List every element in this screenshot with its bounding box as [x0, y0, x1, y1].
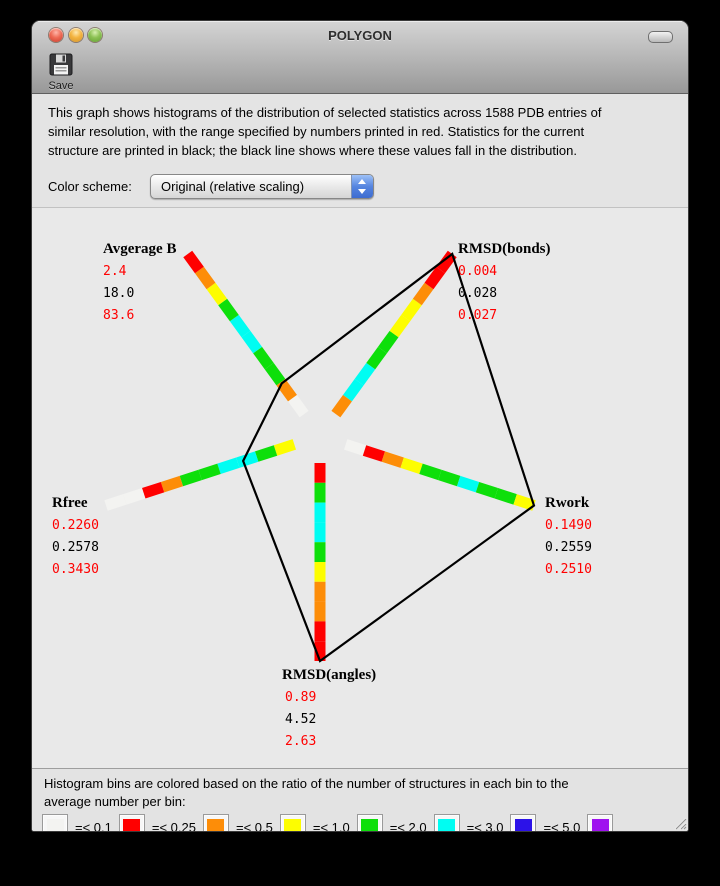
legend-bin-label: =< 2.0 — [389, 819, 427, 831]
histogram-bin — [346, 444, 365, 450]
histogram-bin — [402, 463, 421, 469]
axis-current-value: 0.2578 — [52, 540, 99, 555]
histogram-bin — [359, 366, 371, 382]
polygon-plot — [32, 208, 688, 768]
histogram-axis-avgerage-b — [188, 254, 304, 414]
axis-label: Rwork — [545, 495, 590, 511]
legend-swatch-purple — [587, 814, 613, 831]
axis-label: Avgerage B — [103, 241, 177, 257]
histogram-bin — [371, 350, 383, 366]
histogram-bin — [292, 398, 304, 414]
axis-label: RMSD(bonds) — [458, 241, 551, 257]
histogram-bin — [459, 481, 478, 487]
color-scheme-label: Color scheme: — [48, 179, 132, 194]
histogram-bin — [394, 318, 406, 334]
axis-max-value: 83.6 — [103, 308, 135, 323]
intro-text: This graph shows histograms of the distribution of selected statistics across 1588 PDB entries of similar resolution, with the range specified by numbers printed in red. Statistics for the current structure are printed in black; the black line shows where these values fall in the distribution. — [48, 105, 602, 158]
legend-swatch-white — [42, 814, 68, 831]
window-title: POLYGON — [328, 28, 392, 43]
histogram-bin — [348, 382, 360, 398]
legend-text: Histogram bins are colored based on the ratio of the number of structures in each bin to the average number per bin: — [44, 776, 569, 809]
histogram-bin — [275, 444, 294, 450]
histogram-bin — [188, 254, 200, 270]
histogram-bin — [219, 463, 238, 469]
axis-max-value: 0.027 — [458, 308, 498, 323]
legend-bin-label: =< 1.0 — [312, 819, 350, 831]
legend-bin-label: =< 0.5 — [235, 819, 273, 831]
axis-current-value: 4.52 — [285, 712, 317, 727]
axis-label: Rfree — [52, 495, 88, 511]
axis-min-value: 0.2260 — [52, 518, 99, 533]
axis-label: RMSD(angles) — [282, 667, 377, 683]
window-chrome — [32, 21, 688, 94]
histogram-bin — [234, 318, 246, 334]
color-scheme-selected-value: Original (relative scaling) — [161, 179, 305, 194]
histogram-bin — [246, 334, 258, 350]
histogram-bin — [281, 382, 293, 398]
histogram-bin — [477, 487, 496, 493]
histogram-axis-rfree — [106, 444, 294, 505]
histogram-bin — [211, 286, 223, 302]
histogram-bin — [199, 270, 211, 286]
legend-panel — [32, 768, 688, 831]
histogram-bin — [106, 499, 125, 505]
histogram-bin — [496, 493, 515, 499]
axis-max-value: 0.2510 — [545, 562, 592, 577]
histogram-bin — [336, 398, 348, 414]
histogram-bin — [429, 270, 441, 286]
legend-swatch-blue — [510, 814, 536, 831]
axis-min-value: 2.4 — [103, 264, 127, 279]
histogram-bin — [257, 450, 276, 456]
legend-swatch-cyan — [434, 814, 460, 831]
axis-min-value: 0.004 — [458, 264, 498, 279]
save-button[interactable] — [42, 52, 80, 91]
legend-bin-label: =< 5.0 — [543, 819, 581, 831]
histogram-bin — [440, 475, 459, 481]
color-scheme-dropdown[interactable] — [150, 174, 374, 199]
axis-current-value: 0.2559 — [545, 540, 592, 555]
dropdown-stepper-icon — [351, 175, 373, 198]
resize-grip[interactable] — [672, 815, 687, 830]
histogram-bin — [181, 475, 200, 481]
legend-bin-label: =< 3.0 — [466, 819, 504, 831]
title-bar[interactable] — [32, 21, 688, 50]
axis-max-value: 0.3430 — [52, 562, 99, 577]
histogram-bin — [269, 366, 281, 382]
legend-bin-label: =< 0.1 — [75, 819, 112, 831]
histogram-bin — [365, 450, 384, 456]
axis-current-value: 0.028 — [458, 286, 498, 301]
histogram-bin — [163, 481, 182, 487]
histogram-axis-rmsd-bonds- — [336, 254, 452, 414]
legend-bin-label: =< 0.25 — [151, 819, 196, 831]
histogram-bin — [238, 457, 257, 463]
legend-swatch-yellow — [280, 814, 306, 831]
polygon-plot-canvas — [32, 208, 688, 768]
histogram-bin — [258, 350, 270, 366]
polygon-window — [32, 21, 688, 831]
axis-current-value: 18.0 — [103, 286, 135, 301]
color-scheme-row — [48, 174, 678, 198]
legend-swatch-green — [357, 814, 383, 831]
intro-panel — [32, 94, 688, 208]
histogram-bin — [406, 302, 418, 318]
histogram-bin — [144, 487, 163, 493]
legend-swatch-red — [119, 814, 145, 831]
legend-swatch-orange — [203, 814, 229, 831]
histogram-bin — [421, 469, 440, 475]
toolbar-toggle-pill[interactable] — [648, 31, 673, 43]
legend-bins-row — [42, 813, 688, 831]
axis-min-value: 0.1490 — [545, 518, 592, 533]
axis-min-value: 0.89 — [285, 690, 317, 705]
histogram-bin — [200, 469, 219, 475]
histogram-axis-rwork — [346, 444, 534, 505]
histogram-bin — [125, 493, 144, 499]
histogram-bin — [382, 334, 394, 350]
save-button-label: Save — [48, 80, 74, 92]
save-icon — [48, 52, 74, 82]
histogram-bin — [417, 286, 429, 302]
histogram-bin — [383, 457, 402, 463]
histogram-bin — [223, 302, 235, 318]
axis-max-value: 2.63 — [285, 734, 317, 749]
